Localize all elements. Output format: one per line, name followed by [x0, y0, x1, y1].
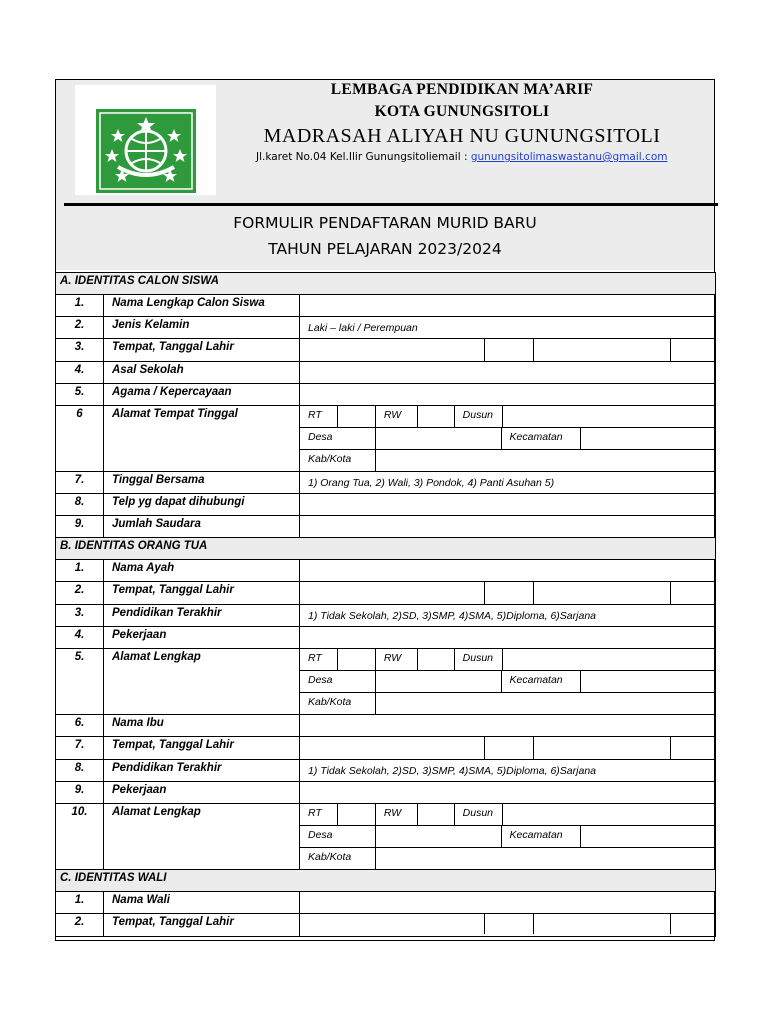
birth-month-cell[interactable] — [533, 737, 670, 759]
row-number: 3. — [56, 339, 104, 362]
row-number: 1. — [56, 295, 104, 317]
form-row — [56, 362, 716, 384]
birth-day-cell[interactable] — [484, 914, 534, 934]
education-options: 1) Tidak Sekolah, 2)SD, 3)SMP, 4)SMA, 5)Diploma, 6)Sarjana — [308, 610, 596, 622]
kabkota-input[interactable] — [375, 450, 715, 471]
form-row — [56, 737, 716, 760]
field-label: Telp yg dapat dihubungi — [104, 494, 300, 516]
religion-field[interactable] — [300, 384, 716, 406]
education-options: 1) Tidak Sekolah, 2)SD, 3)SMP, 4)SMA, 5)Diploma, 6)Sarjana — [308, 765, 596, 777]
form-row — [56, 715, 716, 737]
form-row — [56, 782, 716, 804]
form-row — [56, 472, 716, 494]
dusun-label: Dusun — [454, 804, 502, 825]
kabkota-label: Kab/Kota — [308, 453, 352, 465]
birth-place-date-field[interactable] — [300, 339, 716, 362]
desa-input[interactable] — [375, 428, 501, 449]
field-label: Tempat, Tanggal Lahir — [104, 737, 300, 760]
birth-month-cell[interactable] — [533, 582, 670, 604]
form-row — [56, 804, 716, 870]
mother-education-field[interactable] — [300, 760, 716, 782]
mother-name-field[interactable] — [300, 715, 716, 737]
row-number: 2. — [56, 582, 104, 605]
birth-place-cell[interactable] — [300, 914, 484, 934]
guardian-name-field[interactable] — [300, 892, 716, 914]
gender-options: Laki – laki / Perempuan — [308, 322, 418, 334]
birth-year-cell[interactable] — [670, 582, 715, 604]
form-row — [56, 892, 716, 914]
kecamatan-input[interactable] — [580, 671, 715, 692]
dusun-input[interactable] — [502, 649, 715, 670]
birth-month-cell[interactable] — [533, 914, 670, 934]
field-label: Nama Ayah — [104, 560, 300, 582]
row-number: 4. — [56, 627, 104, 649]
desa-label: Desa — [308, 829, 333, 841]
birth-day-cell[interactable] — [484, 737, 534, 759]
form-row — [56, 627, 716, 649]
father-occupation-field[interactable] — [300, 627, 716, 649]
field-label: Asal Sekolah — [104, 362, 300, 384]
birth-month-cell[interactable] — [533, 339, 670, 361]
kabkota-input[interactable] — [375, 693, 715, 714]
institution-line-1: LEMBAGA PENDIDIKAN MA’ARIF — [330, 81, 594, 98]
header-divider — [64, 203, 718, 206]
row-number: 5. — [56, 649, 104, 715]
student-address-field[interactable] — [300, 406, 716, 472]
registration-form-document — [55, 79, 715, 941]
rt-input[interactable] — [337, 649, 375, 670]
mother-birth-field[interactable] — [300, 737, 716, 760]
desa-input[interactable] — [375, 826, 501, 847]
section-c-heading: C. IDENTITAS WALI — [56, 870, 716, 892]
dusun-label: Dusun — [454, 649, 502, 670]
rw-label: RW — [375, 649, 417, 670]
section-a-heading: A. IDENTITAS CALON SISWA — [56, 273, 716, 295]
rw-input[interactable] — [417, 406, 454, 427]
field-label: Pendidikan Terakhir — [104, 760, 300, 782]
form-table — [55, 272, 716, 937]
rw-label: RW — [375, 804, 417, 825]
form-row — [56, 649, 716, 715]
rw-input[interactable] — [417, 649, 454, 670]
form-row — [56, 339, 716, 362]
father-birth-field[interactable] — [300, 582, 716, 605]
desa-label: Desa — [308, 431, 333, 443]
student-name-field[interactable] — [300, 295, 716, 317]
rt-label: RT — [308, 409, 322, 421]
mother-occupation-field[interactable] — [300, 782, 716, 804]
form-subtitle: TAHUN PELAJARAN 2023/2024 — [268, 240, 502, 258]
row-number: 5. — [56, 384, 104, 406]
school-name: MADRASAH ALIYAH NU GUNUNGSITOLI — [263, 125, 661, 147]
row-number: 4. — [56, 362, 104, 384]
kecamatan-input[interactable] — [580, 428, 715, 449]
address-text: Jl.karet No.04 Kel.Ilir Gunungsitoliemail : — [256, 151, 471, 163]
field-label: Pendidikan Terakhir — [104, 605, 300, 627]
birth-year-cell[interactable] — [670, 914, 715, 934]
form-row — [56, 494, 716, 516]
form-row — [56, 384, 716, 406]
field-label: Pekerjaan — [104, 627, 300, 649]
row-number: 8. — [56, 494, 104, 516]
field-label: Agama / Kepercayaan — [104, 384, 300, 406]
kabkota-label: Kab/Kota — [308, 851, 352, 863]
living-with-field[interactable] — [300, 472, 716, 494]
rw-input[interactable] — [417, 804, 454, 825]
birth-place-cell[interactable] — [300, 737, 484, 759]
section-b-heading: B. IDENTITAS ORANG TUA — [56, 538, 716, 560]
form-row — [56, 317, 716, 339]
nu-logo-icon — [96, 109, 196, 193]
desa-label: Desa — [308, 674, 333, 686]
rt-input[interactable] — [337, 406, 375, 427]
row-number: 2. — [56, 914, 104, 937]
kecamatan-label: Kecamatan — [501, 428, 581, 449]
field-label: Jenis Kelamin — [104, 317, 300, 339]
kabkota-label: Kab/Kota — [308, 696, 352, 708]
form-row — [56, 605, 716, 627]
gender-field[interactable] — [300, 317, 716, 339]
field-label: Tempat, Tanggal Lahir — [104, 914, 300, 937]
field-label: Alamat Lengkap — [104, 649, 300, 715]
kecamatan-label: Kecamatan — [501, 826, 581, 847]
form-row — [56, 560, 716, 582]
birth-place-cell[interactable] — [300, 339, 484, 361]
row-number: 2. — [56, 317, 104, 339]
field-label: Nama Ibu — [104, 715, 300, 737]
form-row — [56, 295, 716, 317]
field-label: Pekerjaan — [104, 782, 300, 804]
form-row — [56, 760, 716, 782]
form-row — [56, 516, 716, 538]
field-label: Alamat Tempat Tinggal — [104, 406, 300, 472]
father-education-field[interactable] — [300, 605, 716, 627]
birth-year-cell[interactable] — [670, 737, 715, 759]
field-label: Tempat, Tanggal Lahir — [104, 339, 300, 362]
kabkota-input[interactable] — [375, 848, 715, 869]
rt-label: RT — [308, 652, 322, 664]
letterhead — [56, 80, 714, 270]
row-number: 7. — [56, 472, 104, 494]
field-label: Tinggal Bersama — [104, 472, 300, 494]
row-number: 9. — [56, 782, 104, 804]
dusun-input[interactable] — [502, 804, 715, 825]
mother-address-field[interactable] — [300, 804, 716, 870]
living-with-options: 1) Orang Tua, 2) Wali, 3) Pondok, 4) Panti Asuhan 5) — [308, 477, 555, 489]
kecamatan-input[interactable] — [580, 826, 715, 847]
birth-year-cell[interactable] — [670, 339, 715, 361]
field-label: Alamat Lengkap — [104, 804, 300, 870]
birth-day-cell[interactable] — [484, 339, 534, 361]
school-address — [256, 151, 667, 163]
phone-field[interactable] — [300, 494, 716, 516]
form-row — [56, 406, 716, 472]
father-address-field[interactable] — [300, 649, 716, 715]
form-title: FORMULIR PENDAFTARAN MURID BARU — [233, 214, 537, 232]
row-number: 1. — [56, 560, 104, 582]
siblings-count-field[interactable] — [300, 516, 716, 538]
field-label: Nama Wali — [104, 892, 300, 914]
desa-input[interactable] — [375, 671, 501, 692]
birth-day-cell[interactable] — [484, 582, 534, 604]
row-number: 7. — [56, 737, 104, 760]
rt-input[interactable] — [337, 804, 375, 825]
institution-line-2: KOTA GUNUNGSITOLI — [374, 103, 550, 120]
previous-school-field[interactable] — [300, 362, 716, 384]
row-number: 8. — [56, 760, 104, 782]
father-name-field[interactable] — [300, 560, 716, 582]
dusun-input[interactable] — [502, 406, 715, 427]
row-number: 3. — [56, 605, 104, 627]
email-link[interactable]: gunungsitolimaswastanu@gmail.com — [470, 151, 668, 163]
birth-place-cell[interactable] — [300, 582, 484, 604]
field-label: Jumlah Saudara — [104, 516, 300, 538]
rw-label: RW — [375, 406, 417, 427]
row-number: 1. — [56, 892, 104, 914]
dusun-label: Dusun — [454, 406, 502, 427]
guardian-birth-field[interactable] — [300, 914, 716, 937]
form-row — [56, 582, 716, 605]
row-number: 10. — [56, 804, 104, 870]
row-number: 6. — [56, 715, 104, 737]
kecamatan-label: Kecamatan — [501, 671, 581, 692]
row-number: 6 — [56, 406, 104, 472]
rt-label: RT — [308, 807, 322, 819]
field-label: Nama Lengkap Calon Siswa — [104, 295, 300, 317]
field-label: Tempat, Tanggal Lahir — [104, 582, 300, 605]
form-row — [56, 914, 716, 937]
row-number: 9. — [56, 516, 104, 538]
